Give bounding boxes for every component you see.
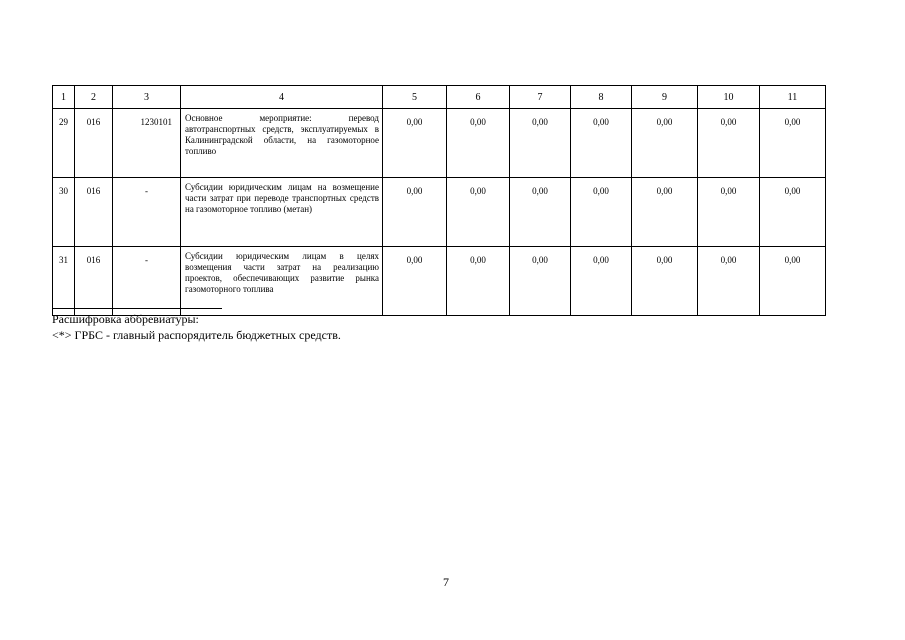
table-row (53, 247, 826, 316)
row-value: 0,00 (698, 178, 760, 247)
row-number: 30 (53, 178, 75, 247)
row-value: 0,00 (698, 109, 760, 178)
row-value: 0,00 (447, 109, 510, 178)
footnote-title: Расшифровка аббревиатуры: (52, 312, 199, 326)
col-header: 11 (760, 86, 826, 109)
row-code: - (113, 178, 181, 247)
col-header: 10 (698, 86, 760, 109)
row-number: 31 (53, 247, 75, 316)
footnote-divider (52, 308, 222, 309)
row-value: 0,00 (447, 247, 510, 316)
col-header: 3 (113, 86, 181, 109)
row-value: 0,00 (383, 247, 447, 316)
row-grbs: 016 (75, 178, 113, 247)
table-row (53, 178, 826, 247)
row-value: 0,00 (571, 109, 632, 178)
row-value: 0,00 (760, 247, 826, 316)
row-value: 0,00 (698, 247, 760, 316)
col-header: 7 (510, 86, 571, 109)
col-header: 9 (632, 86, 698, 109)
row-value: 0,00 (510, 178, 571, 247)
row-value: 0,00 (510, 109, 571, 178)
budget-table (52, 85, 826, 316)
col-header: 4 (181, 86, 383, 109)
row-grbs: 016 (75, 109, 113, 178)
row-grbs: 016 (75, 247, 113, 316)
row-description-text: Субсидии юридическим лицам на возмещение части затрат при переводе транспортных средств на газомоторное топливо (метан) (185, 182, 379, 214)
row-value: 0,00 (447, 178, 510, 247)
row-code: - (113, 247, 181, 316)
col-header: 2 (75, 86, 113, 109)
row-value: 0,00 (632, 109, 698, 178)
row-value: 0,00 (383, 109, 447, 178)
row-value: 0,00 (383, 178, 447, 247)
header-row (53, 86, 826, 109)
row-value: 0,00 (760, 178, 826, 247)
row-description-text: Субсидии юридическим лицам в целях возмещения части затрат на реализацию проектов, обеспечивающих развитие рынка газомоторного топлива (185, 251, 379, 294)
row-code: 1230101 (113, 109, 181, 178)
row-description-text: Основное мероприятие: перевод автотранспортных средств, эксплуатируемых в Калининградской области, на газомоторное топливо (185, 113, 379, 156)
row-description (181, 178, 383, 247)
table-row (53, 109, 826, 178)
col-header: 5 (383, 86, 447, 109)
row-description (181, 109, 383, 178)
col-header: 1 (53, 86, 75, 109)
row-value: 0,00 (510, 247, 571, 316)
page-number: 7 (443, 575, 449, 589)
row-value: 0,00 (632, 247, 698, 316)
footnote-text: <*> ГРБС - главный распорядитель бюджетных средств. (52, 328, 341, 342)
row-value: 0,00 (571, 247, 632, 316)
col-header: 8 (571, 86, 632, 109)
row-number: 29 (53, 109, 75, 178)
row-value: 0,00 (760, 109, 826, 178)
row-description (181, 247, 383, 316)
col-header: 6 (447, 86, 510, 109)
row-value: 0,00 (632, 178, 698, 247)
row-value: 0,00 (571, 178, 632, 247)
